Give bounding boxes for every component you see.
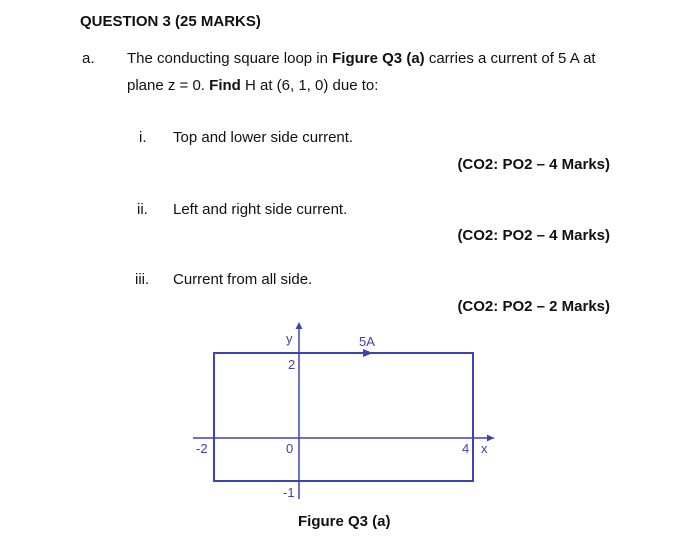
figure-caption: Figure Q3 (a): [298, 513, 391, 530]
item-marks-i: (CO2: PO2 – 4 Marks): [457, 156, 610, 173]
tick-label-x-4: 4: [462, 441, 470, 456]
item-text-i: Top and lower side current.: [173, 129, 354, 146]
question-heading: QUESTION 3 (25 MARKS): [80, 13, 261, 30]
current-direction-arrow: [363, 349, 373, 357]
item-text-ii: Left and right side current.: [173, 201, 348, 218]
y-axis-arrowhead: [296, 322, 303, 329]
question-text-post: carries a current of 5 A at: [424, 50, 596, 67]
tick-label-origin: 0: [286, 441, 294, 456]
question-text-pre-2: plane z = 0.: [127, 77, 210, 94]
figure-reference: Figure Q3 (a): [332, 50, 425, 67]
item-marks-ii: (CO2: PO2 – 4 Marks): [457, 227, 610, 244]
item-text-iii: Current from all side.: [173, 271, 313, 288]
item-numeral-iii: iii.: [135, 271, 150, 288]
y-axis-label: y: [286, 331, 293, 346]
part-label: a.: [82, 50, 95, 67]
item-numeral-i: i.: [139, 129, 147, 146]
tick-label-x-neg2: -2: [196, 441, 208, 456]
tick-label-y-neg1: -1: [283, 485, 295, 500]
question-text-pre: The conducting square loop in: [127, 50, 333, 67]
tick-label-y-2: 2: [288, 357, 296, 372]
question-text-post-2: H at (6, 1, 0) due to:: [240, 77, 379, 94]
x-axis-label: x: [481, 441, 488, 456]
item-marks-iii: (CO2: PO2 – 2 Marks): [457, 298, 610, 315]
find-keyword: Find: [209, 77, 241, 94]
item-numeral-ii: ii.: [137, 201, 148, 218]
x-axis-arrowhead: [487, 435, 494, 442]
current-label: 5A: [359, 334, 375, 349]
conducting-loop: [214, 353, 473, 481]
